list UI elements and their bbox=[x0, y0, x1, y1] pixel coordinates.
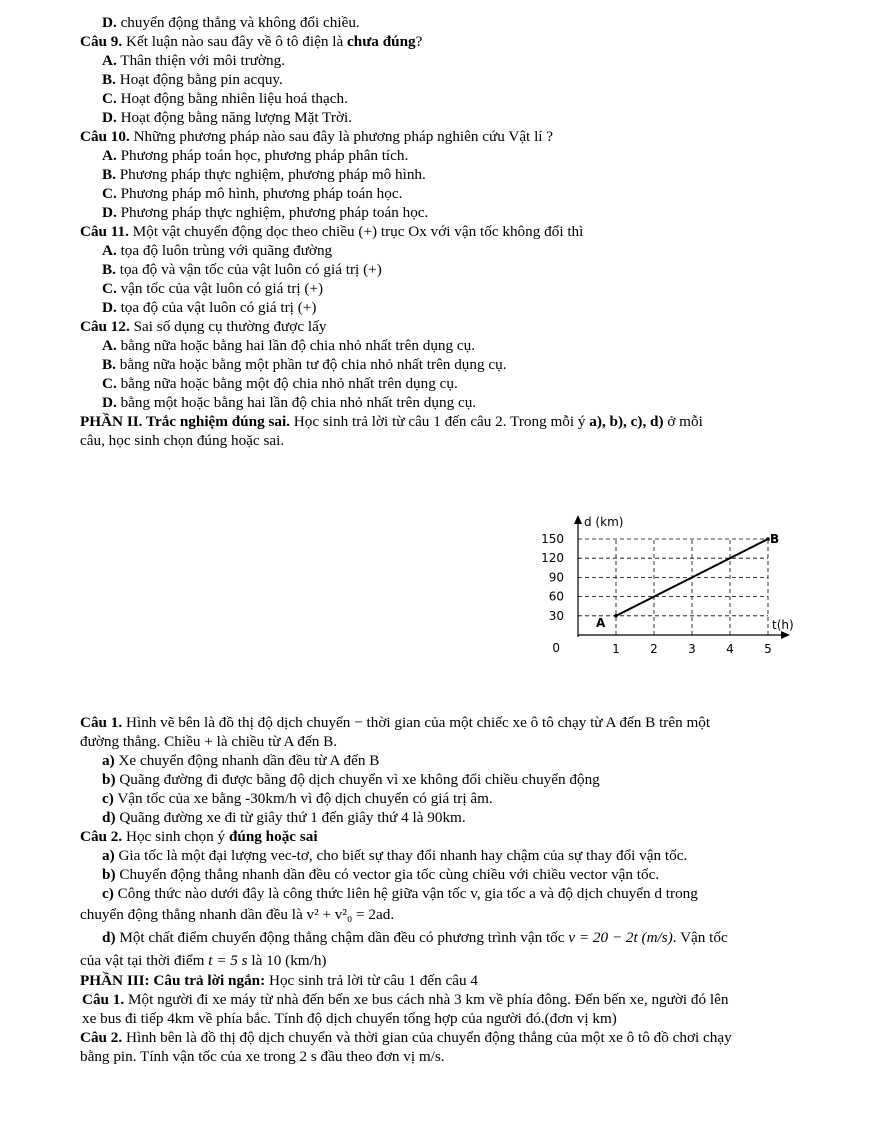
item-text: Một chất điểm chuyển động thẳng chậm dần đều có phương trình vận tốc bbox=[115, 929, 569, 946]
part-2-q2-item-d-line2 bbox=[80, 952, 326, 971]
section-emphasis: a), b), c), d) bbox=[589, 413, 664, 430]
option-text: Hoạt động bằng năng lượng Mặt Trời. bbox=[116, 109, 352, 126]
item-letter: a) bbox=[102, 752, 115, 769]
item-letter: a) bbox=[102, 847, 115, 864]
item-letter: c) bbox=[102, 885, 114, 902]
section-instruction-end: ở mỗi bbox=[663, 413, 703, 430]
question-12-stem bbox=[80, 318, 326, 337]
option-text: Phương pháp thực nghiệm, phương pháp toán học. bbox=[116, 204, 429, 221]
point-label: A bbox=[596, 615, 606, 630]
question-label: Câu 10. bbox=[80, 128, 130, 145]
section-instruction: Học sinh trả lời từ câu 1 đến câu 4 bbox=[265, 972, 478, 989]
section-instruction: Học sinh trả lời từ câu 1 đến câu 2. Trong mỗi ý bbox=[289, 413, 590, 430]
item-text: Công thức nào dưới đây là công thức liên hệ giữa vận tốc v, gia tốc a và độ dịch chuyển d trong bbox=[113, 885, 698, 902]
part-3-heading bbox=[80, 972, 478, 991]
y-tick-label: 150 bbox=[541, 532, 564, 546]
option-letter: A. bbox=[102, 52, 117, 69]
option-letter: D. bbox=[102, 299, 117, 316]
option-letter: A. bbox=[102, 147, 117, 164]
y-tick-label: 120 bbox=[541, 551, 564, 566]
x-tick-label: 1 bbox=[612, 642, 620, 656]
y-tick-label: 90 bbox=[548, 570, 564, 585]
question-10-stem bbox=[80, 128, 553, 147]
question-11-option-c bbox=[102, 280, 323, 299]
x-axis-label: t(h) bbox=[772, 618, 794, 632]
item-letter: c) bbox=[102, 790, 114, 807]
option-text: vận tốc của vật luôn có giá trị (+) bbox=[116, 280, 324, 297]
part-2-heading bbox=[80, 413, 703, 432]
part-2-question-2-stem bbox=[80, 828, 318, 847]
question-12-option-a bbox=[102, 337, 475, 356]
item-letter: d) bbox=[102, 809, 116, 826]
question-text-end: ? bbox=[415, 33, 423, 50]
part-2-q2-item-b bbox=[102, 866, 659, 885]
option-text: Phương pháp toán học, phương pháp phân tích. bbox=[116, 147, 409, 164]
option-text: Hoạt động bằng pin acquy. bbox=[115, 71, 283, 88]
question-9-option-d bbox=[102, 109, 352, 128]
question-label: Câu 12. bbox=[80, 318, 130, 335]
formula: v² + v²₀ = 2ad. bbox=[306, 906, 395, 923]
y-axis-arrow bbox=[574, 515, 582, 524]
question-12-option-b bbox=[102, 356, 507, 375]
option-text: Phương pháp thực nghiệm, phương pháp mô hình. bbox=[115, 166, 426, 183]
question-11-option-d bbox=[102, 299, 316, 318]
option-text: Hoạt động bằng nhiên liệu hoá thạch. bbox=[116, 90, 348, 107]
question-label: Câu 2. bbox=[80, 828, 123, 845]
part-2-q1-item-b bbox=[102, 771, 600, 790]
option-letter: B. bbox=[102, 166, 116, 183]
option-letter: C. bbox=[102, 90, 117, 107]
part-2-q2-item-c bbox=[102, 885, 698, 904]
question-9-option-c bbox=[102, 90, 348, 109]
section-title: PHẦN II. Trắc nghiệm đúng sai. bbox=[80, 413, 290, 430]
option-letter: C. bbox=[102, 375, 117, 392]
option-letter: B. bbox=[102, 71, 116, 88]
option-letter: A. bbox=[102, 242, 117, 259]
part-2-q2-item-a bbox=[102, 847, 687, 866]
question-emphasis: đúng hoặc sai bbox=[228, 828, 318, 845]
item-text: Vận tốc của xe bằng -30km/h vì độ dịch chuyển có giá trị âm. bbox=[113, 790, 493, 807]
point-label: B bbox=[770, 532, 780, 546]
question-12-option-c bbox=[102, 375, 458, 394]
question-text: Hình bên là đồ thị độ dịch chuyển và thời gian của chuyển động thẳng của một xe ô tô đồ chơi chạy bbox=[122, 1029, 732, 1046]
question-text: Những phương pháp nào sau đây là phương pháp nghiên cứu Vật lí ? bbox=[129, 128, 554, 145]
question-9-stem bbox=[80, 33, 422, 52]
item-letter: b) bbox=[102, 866, 116, 883]
question-text-line2: xe bus đi tiếp 4km về phía bắc. Tính độ dịch chuyển tổng hợp của người đó.(đơn vị km) bbox=[82, 1010, 617, 1027]
option-text: tọa độ luôn trùng với quãng đường bbox=[116, 242, 333, 259]
data-point bbox=[614, 614, 618, 618]
section-instruction-line2: câu, học sinh chọn đúng hoặc sai. bbox=[80, 432, 285, 449]
question-text: Sai số dụng cụ thường được lấy bbox=[129, 318, 327, 335]
y-tick-label: 60 bbox=[548, 589, 564, 604]
option-letter: C. bbox=[102, 280, 117, 297]
option-letter: D. bbox=[102, 14, 117, 31]
item-text: Xe chuyển động nhanh dần đều từ A đến B bbox=[114, 752, 380, 769]
option-text: bằng nữa hoặc bằng một phần tư độ chia nhỏ nhất trên dụng cụ. bbox=[115, 356, 507, 373]
option-text: chuyển động thẳng và không đổi chiều. bbox=[116, 14, 360, 31]
part-3-question-1 bbox=[82, 991, 728, 1010]
option-text: bằng nữa hoặc bằng một độ chia nhỏ nhất trên dụng cụ. bbox=[116, 375, 458, 392]
formula: v = 20 − 2t (m/s) bbox=[568, 929, 673, 946]
part-2-question-1-stem-line2 bbox=[80, 733, 337, 752]
x-tick-label: 5 bbox=[764, 642, 772, 656]
option-letter: D. bbox=[102, 394, 117, 411]
displacement-time-chart bbox=[520, 510, 820, 670]
item-text: Chuyển động thẳng nhanh dần đều có vector gia tốc cùng chiều với chiều vector vận tốc. bbox=[115, 866, 660, 883]
item-text: Quãng đường đi được bằng độ dịch chuyển vì xe không đổi chiều chuyển động bbox=[115, 771, 600, 788]
question-11-option-b bbox=[102, 261, 382, 280]
question-label: Câu 2. bbox=[80, 1029, 123, 1046]
question-label: Câu 9. bbox=[80, 33, 123, 50]
option-letter: C. bbox=[102, 185, 117, 202]
part-2-q1-item-a bbox=[102, 752, 379, 771]
part-3-question-1-line2 bbox=[82, 1010, 617, 1029]
chart-ticks bbox=[541, 532, 772, 656]
x-tick-label: 2 bbox=[650, 642, 658, 656]
option-text: tọa độ của vật luôn có giá trị (+) bbox=[116, 299, 317, 316]
y-axis-label: d (km) bbox=[584, 515, 624, 529]
question-text: Một người đi xe máy từ nhà đến bến xe bus cách nhà 3 km về phía đông. Đến bến xe, người đó lên bbox=[124, 991, 729, 1008]
question-12-option-d bbox=[102, 394, 476, 413]
item-text: Gia tốc là một đại lượng vec-tơ, cho biết sự thay đổi nhanh hay chậm của sự thay đổi vận tốc. bbox=[114, 847, 688, 864]
question-label: Câu 11. bbox=[80, 223, 129, 240]
x-tick-label: 3 bbox=[688, 642, 696, 656]
option-text: bằng nữa hoặc bằng hai lần độ chia nhỏ nhất trên dụng cụ. bbox=[116, 337, 476, 354]
question-9-option-a bbox=[102, 52, 285, 71]
part-2-heading-line2 bbox=[80, 432, 284, 451]
question-text: Kết luận nào sau đây về ô tô điện là bbox=[122, 33, 347, 50]
question-9-option-b bbox=[102, 71, 283, 90]
question-text: Một vật chuyển động dọc theo chiều (+) trục Ox với vận tốc không đổi thì bbox=[128, 223, 584, 240]
question-text-line2: bằng pin. Tính vận tốc của xe trong 2 s đầu theo đơn vị m/s. bbox=[80, 1048, 445, 1065]
item-text-line2: của vật tại thời điểm bbox=[80, 952, 209, 969]
question-11-stem bbox=[80, 223, 583, 242]
part-2-question-1-stem bbox=[80, 714, 710, 733]
option-letter: B. bbox=[102, 356, 116, 373]
chart-series bbox=[596, 532, 779, 630]
x-tick-label: 4 bbox=[726, 642, 734, 656]
part-2-q1-item-d bbox=[102, 809, 466, 828]
option-text: Phương pháp mô hình, phương pháp toán học. bbox=[116, 185, 403, 202]
question-10-option-b bbox=[102, 166, 426, 185]
question-10-option-a bbox=[102, 147, 408, 166]
part-2-q2-item-c-line2 bbox=[80, 906, 394, 925]
option-letter: A. bbox=[102, 337, 117, 354]
item-letter: d) bbox=[102, 929, 116, 946]
item-text-end: . Vận tốc bbox=[672, 929, 728, 946]
question-text-line2: đường thẳng. Chiều + là chiều từ A đến B. bbox=[80, 733, 338, 750]
question-11-option-a bbox=[102, 242, 332, 261]
question-text: Hình vẽ bên là đồ thị độ dịch chuyển − thời gian của một chiếc xe ô tô chạy từ A đến B trên một bbox=[122, 714, 711, 731]
option-text: Thân thiện với môi trường. bbox=[116, 52, 286, 69]
item-letter: b) bbox=[102, 771, 116, 788]
option-letter: D. bbox=[102, 204, 117, 221]
option-text: tọa độ và vận tốc của vật luôn có giá trị (+) bbox=[115, 261, 382, 278]
origin-label: 0 bbox=[552, 641, 560, 655]
question-10-option-d bbox=[102, 204, 428, 223]
question-10-option-c bbox=[102, 185, 402, 204]
option-letter: B. bbox=[102, 261, 116, 278]
option-letter: D. bbox=[102, 109, 117, 126]
question-label: Câu 1. bbox=[80, 714, 123, 731]
formula: t = 5 s bbox=[208, 952, 248, 969]
y-tick-label: 30 bbox=[548, 608, 564, 623]
item-text-line2-end: là 10 (km/h) bbox=[247, 952, 327, 969]
question-emphasis: chưa đúng bbox=[347, 33, 416, 50]
prev-option-d bbox=[102, 14, 360, 33]
item-text: Quãng đường xe đi từ giây thứ 1 đến giây thứ 4 là 90km. bbox=[115, 809, 466, 826]
question-text: Học sinh chọn ý bbox=[122, 828, 229, 845]
question-label: Câu 1. bbox=[82, 991, 125, 1008]
part-2-q2-item-d bbox=[102, 929, 728, 948]
option-text: bằng một hoặc bằng hai lần độ chia nhỏ nhất trên dụng cụ. bbox=[116, 394, 477, 411]
part-2-q1-item-c bbox=[102, 790, 493, 809]
section-title: PHẦN III: Câu trả lời ngắn: bbox=[80, 972, 266, 989]
item-text-line2: chuyển động thẳng nhanh dần đều là bbox=[80, 906, 307, 923]
part-3-question-2 bbox=[80, 1029, 732, 1048]
x-axis-arrow bbox=[781, 631, 790, 639]
part-3-question-2-line2 bbox=[80, 1048, 445, 1067]
